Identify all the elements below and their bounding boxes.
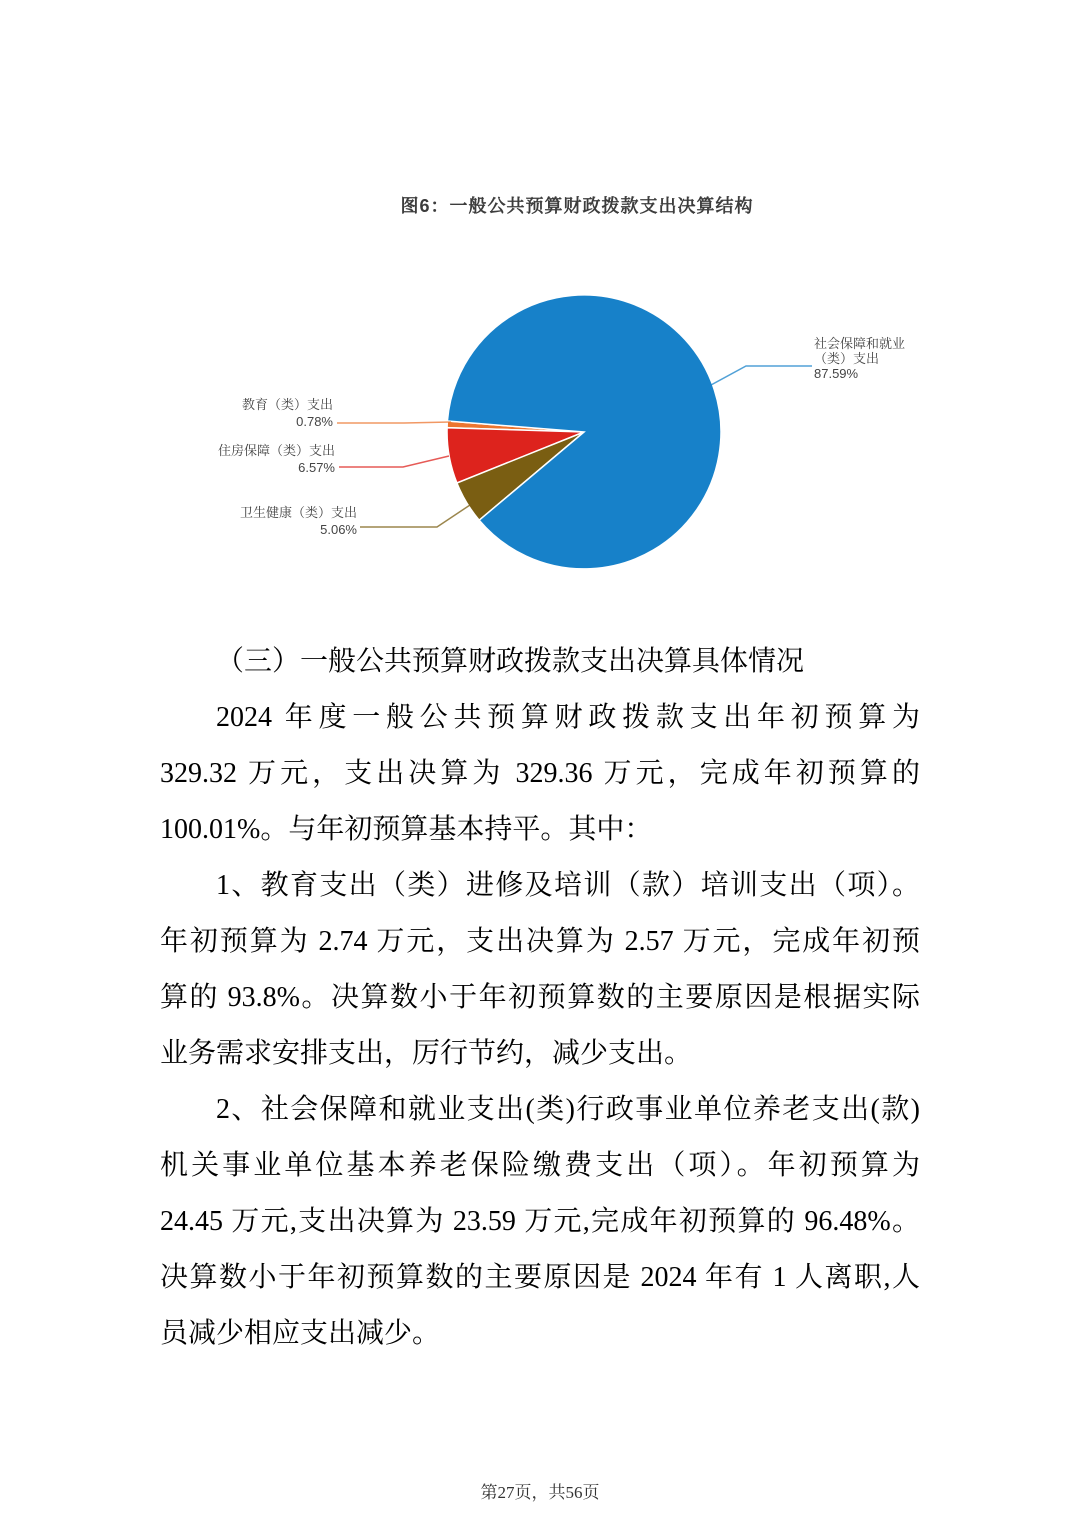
leader-line-2: [360, 505, 470, 527]
body-line: 100.01%。与年初预算基本持平。其中：: [160, 814, 653, 845]
body-line: 机关事业单位基本养老保险缴费支出（项）。年初预算为: [160, 1150, 920, 1181]
pie-label-health-pct: 5.06%: [320, 522, 357, 537]
pie-label-education: [113, 396, 333, 430]
body-line: 1、教育支出（类）进修及培训（款）培训支出（项）。: [216, 870, 920, 901]
pie-label-housing: [115, 442, 335, 476]
leader-line-0: [337, 422, 451, 423]
body-line: 年初预算为 2.74 万元，支出决算为 2.57 万元，完成年初预: [160, 926, 920, 957]
body-line: 24.45 万元,支出决算为 23.59 万元,完成年初预算的 96.48%。: [160, 1206, 920, 1237]
pie-label-education-pct: 0.78%: [296, 414, 333, 429]
body-text: [160, 634, 920, 1362]
body-line: 2024 年度一般公共预算财政拨款支出年初预算为: [216, 702, 920, 733]
leader-line-1: [339, 456, 449, 467]
figure-title: 图6：一般公共预算财政拨款支出决算结构: [400, 196, 754, 216]
pie-label-health-name: 卫生健康（类）支出: [239, 505, 357, 520]
body-line: 算的 93.8%。决算数小于年初预算数的主要原因是根据实际: [160, 982, 920, 1013]
page-number: 第27页，共56页: [480, 1483, 600, 1502]
pie-label-social-name: 社会保障和就业（类）支出: [814, 336, 906, 366]
pie-label-housing-pct: 6.57%: [298, 460, 335, 475]
pie-label-social-pct: 87.59%: [814, 366, 859, 381]
leader-line-3: [711, 366, 812, 385]
body-line: 员减少相应支出减少。: [160, 1318, 441, 1349]
body-line: 2、社会保障和就业支出(类)行政事业单位养老支出(款): [216, 1094, 920, 1125]
pie-label-social-security: [814, 336, 928, 381]
pie-label-education-name: 教育（类）支出: [241, 397, 333, 412]
body-line: 329.32 万元，支出决算为 329.36 万元，完成年初预算的: [160, 758, 920, 789]
section-heading: （三）一般公共预算财政拨款支出决算具体情况: [216, 646, 805, 677]
pie-label-housing-name: 住房保障（类）支出: [217, 443, 335, 458]
body-line: 决算数小于年初预算数的主要原因是 2024 年有 1 人离职,人: [160, 1262, 920, 1293]
body-line: 业务需求安排支出，厉行节约，减少支出。: [160, 1038, 693, 1069]
pie-label-health: [137, 504, 357, 538]
